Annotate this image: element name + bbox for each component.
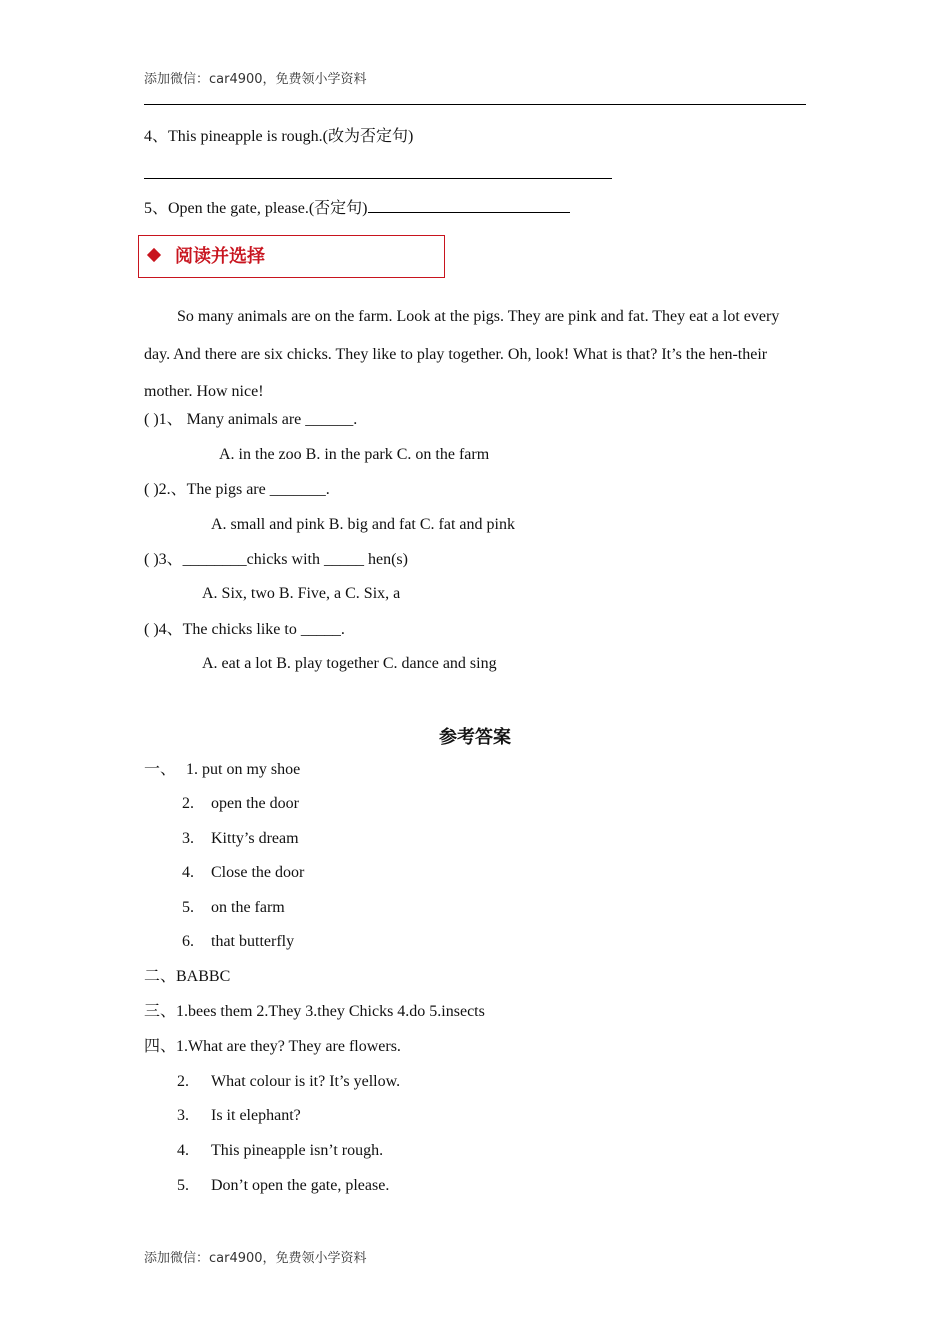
question-2-options: A. small and pink B. big and fat C. fat and pink (211, 516, 515, 533)
item-number: 5. (177, 1177, 189, 1194)
answer-part-1-item-5 (182, 898, 285, 918)
question-1-options: A. in the zoo B. in the park C. on the farm (219, 446, 490, 463)
page-header: 添加微信：car4900，免费领小学资料 (144, 72, 367, 87)
question-3-stem: ( )3、________chicks with _____ hen(s) (144, 551, 408, 568)
item-text: This pineapple isn’t rough. (211, 1142, 384, 1159)
diamond-bullet-icon (147, 248, 161, 262)
answer-blank-4[interactable] (144, 178, 612, 179)
question-5-text: 5、Open the gate, please.(否定句) (144, 200, 368, 217)
answer-part-4-item-3 (177, 1106, 301, 1126)
question-4-options: A. eat a lot B. play together C. dance and sing (202, 655, 497, 672)
item-number: 6. (182, 933, 194, 950)
answer-part-1-item-6 (182, 932, 294, 952)
question-1-stem: ( )1、 Many animals are ______. (144, 411, 358, 428)
item-number: 5. (182, 899, 194, 916)
answer-part-4-item-2 (177, 1072, 400, 1092)
answer-part-4-item-4 (177, 1141, 383, 1161)
item-text: Don’t open the gate, please. (211, 1177, 390, 1194)
item-number: 2. (182, 795, 194, 812)
header-rule (144, 104, 806, 105)
item-text: What colour is it? It’s yellow. (211, 1073, 401, 1090)
item-text: Close the door (211, 864, 305, 881)
answer-part-1-item-2 (182, 794, 299, 814)
item-text: Is it elephant? (211, 1107, 301, 1124)
reading-passage (144, 298, 784, 411)
answer-part-1-item-4 (182, 863, 304, 883)
item-number: 4. (182, 864, 194, 881)
item-text: open the door (211, 795, 299, 812)
item-number: 2. (177, 1073, 189, 1090)
passage-text: So many animals are on the farm. Look at the pigs. They are pink and fat. They eat a lot every day. And there are six chicks. They like to play together. Oh, look! What is that? It’s the hen-their mother. How nice! (144, 308, 780, 400)
answer-part-2: 二、BABBC (144, 968, 231, 985)
answer-part-4-item-1: 四、1.What are they? They are flowers. (144, 1038, 401, 1055)
item-text: on the farm (211, 899, 285, 916)
section-header-reading (138, 235, 445, 278)
answer-part-3: 三、1.bees them 2.They 3.they Chicks 4.do 5.insects (144, 1003, 485, 1020)
transform-question-5 (144, 197, 570, 219)
item-number: 3. (177, 1107, 189, 1124)
item-text: that butterfly (211, 933, 295, 950)
answer-part-1-item-3 (182, 829, 299, 849)
question-2-stem: ( )2.、The pigs are _______. (144, 481, 330, 498)
answer-part-1-label: 一、 (144, 761, 177, 778)
item-number: 4. (177, 1142, 189, 1159)
question-3-options: A. Six, two B. Five, a C. Six, a (202, 585, 401, 602)
page-footer: 添加微信：car4900，免费领小学资料 (144, 1251, 367, 1266)
item-number: 1. (186, 761, 198, 778)
answer-blank-5[interactable] (368, 197, 570, 213)
item-text: put on my shoe (202, 761, 301, 778)
answer-part-1-item-1 (186, 760, 300, 780)
question-4-stem: ( )4、The chicks like to _____. (144, 621, 345, 638)
item-number: 3. (182, 830, 194, 847)
section-title: 阅读并选择 (175, 246, 265, 267)
answer-part-4-item-5 (177, 1176, 389, 1196)
answer-key-title: 参考答案 (439, 727, 511, 748)
item-text: Kitty’s dream (211, 830, 299, 847)
transform-question-4: 4、This pineapple is rough.(改为否定句) (144, 128, 414, 145)
